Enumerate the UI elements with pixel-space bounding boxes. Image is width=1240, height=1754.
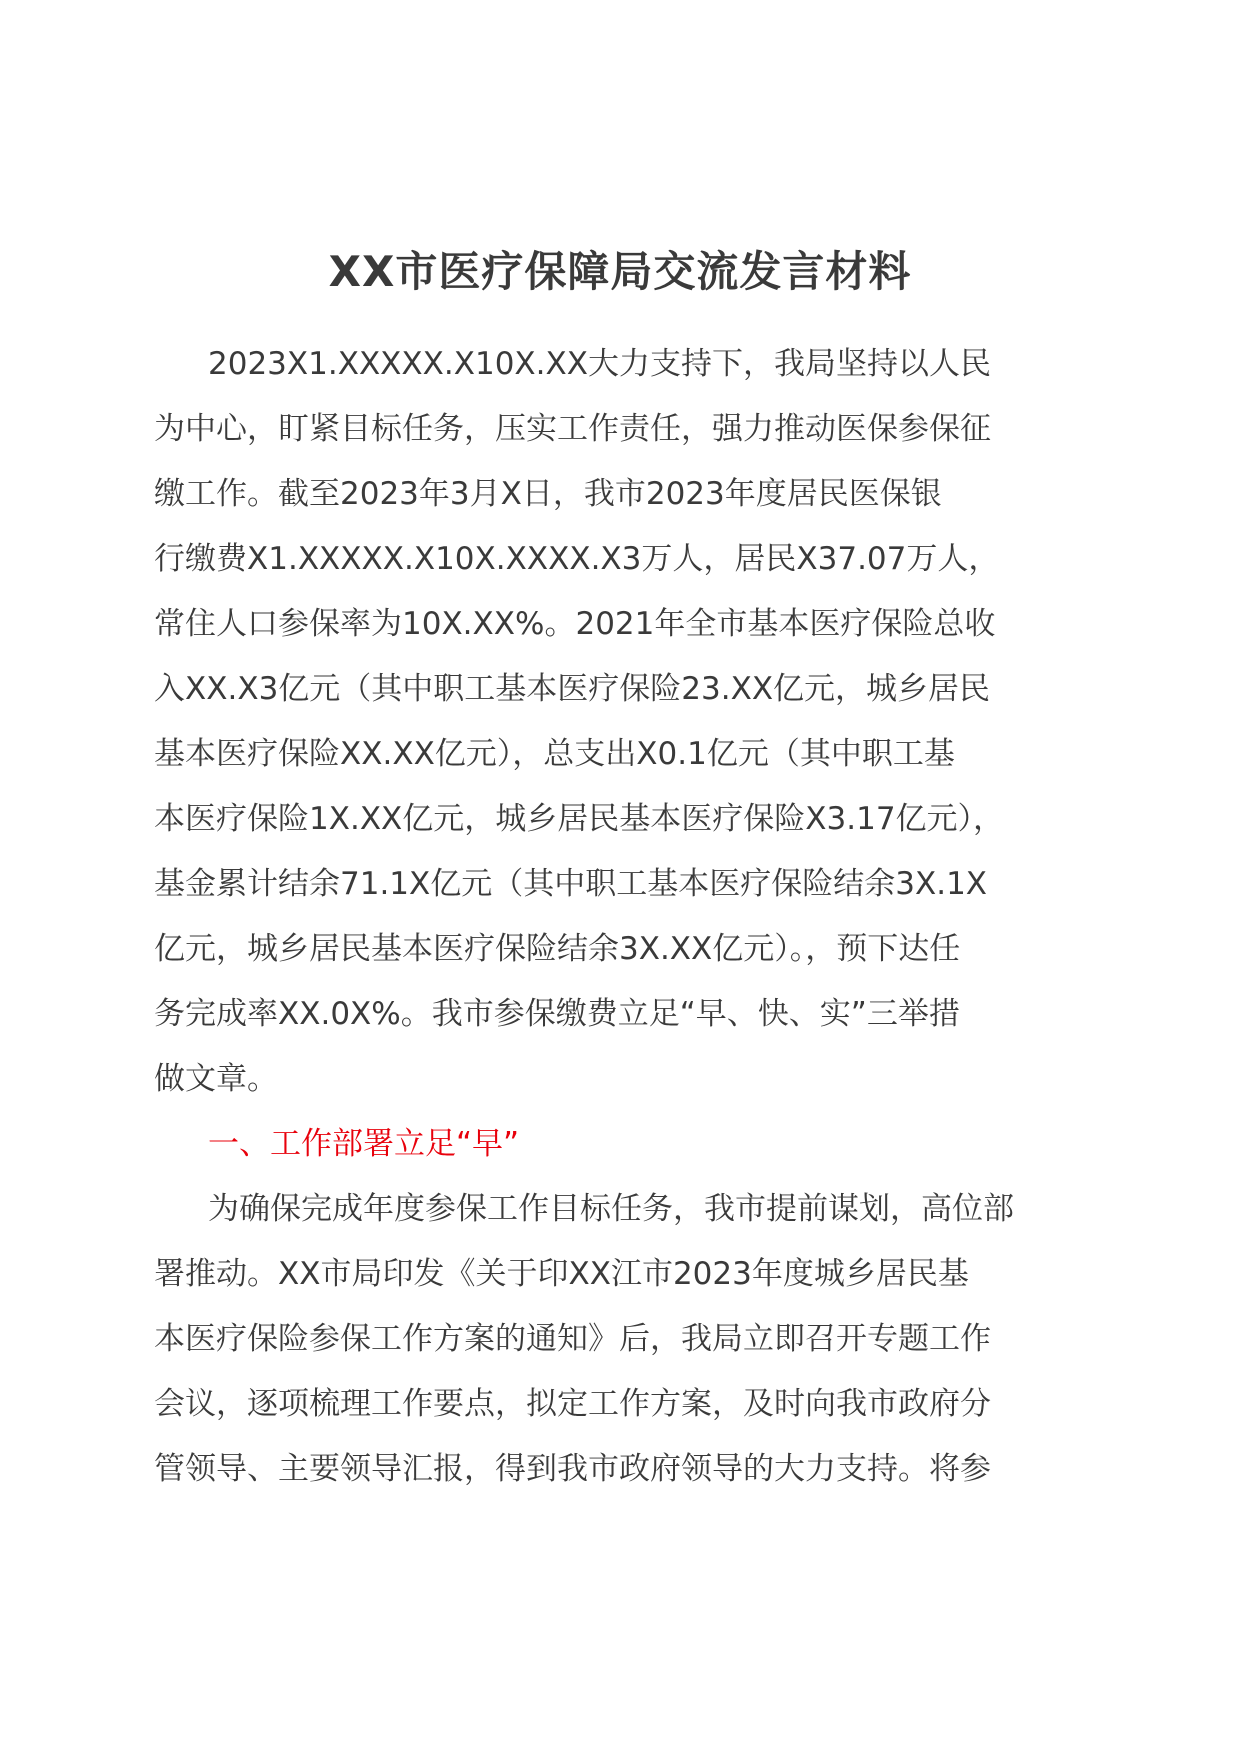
paragraph-line: 行缴费X1.XXXXX.X10X.XXXX.X3万人，居民X37.07万人， — [154, 541, 1000, 577]
document-title: XX市医疗保障局交流发言材料 — [328, 247, 912, 296]
paragraph-line: 缴工作。截至2023年3月X日，我市2023年度居民医保银 — [154, 476, 942, 512]
section-heading — [154, 1112, 1094, 1177]
paragraph-line: 本医疗保险参保工作方案的通知》后，我局立即召开专题工作 — [154, 1321, 991, 1357]
paragraph-line: 管领导、主要领导汇报，得到我市政府领导的大力支持。将参 — [154, 1451, 991, 1487]
paragraph-line: 做文章。 — [154, 1061, 278, 1097]
paragraph-line: 署推动。XX市局印发《关于印XX江市2023年度城乡居民基 — [154, 1256, 969, 1292]
paragraph-line: 亿元，城乡居民基本医疗保险结余3X.XX亿元）。，预下达任 — [154, 931, 961, 967]
paragraph-section-one — [154, 1177, 1094, 1502]
paragraph-line: 2023X1.XXXXX.X10X.XX大力支持下，我局坚持以人民 — [208, 346, 991, 382]
paragraph-intro — [154, 332, 1094, 1112]
paragraph-line: 本医疗保险1X.XX亿元，城乡居民基本医疗保险X3.17亿元）， — [154, 801, 1005, 837]
paragraph-line: 为中心，盯紧目标任务，压实工作责任，强力推动医保参保征 — [154, 411, 991, 447]
paragraph-line: 务完成率XX.0X%。我市参保缴费立足“早、快、实”三举措 — [154, 996, 960, 1032]
paragraph-line: 基本医疗保险XX.XX亿元），总支出X0.1亿元（其中职工基 — [154, 736, 955, 772]
paragraph-line: 会议，逐项梳理工作要点，拟定工作方案，及时向我市政府分 — [154, 1386, 991, 1422]
paragraph-line: 基金累计结余71.1X亿元（其中职工基本医疗保险结余3X.1X — [154, 866, 988, 902]
paragraph-line: 入XX.X3亿元（其中职工基本医疗保险23.XX亿元，城乡居民 — [154, 671, 991, 707]
paragraph-line: 为确保完成年度参保工作目标任务，我市提前谋划，高位部 — [208, 1191, 1014, 1227]
section-heading-text: 一、工作部署立足“早” — [208, 1126, 520, 1162]
paragraph-line: 常住人口参保率为10X.XX%。2021年全市基本医疗保险总收 — [154, 606, 996, 642]
